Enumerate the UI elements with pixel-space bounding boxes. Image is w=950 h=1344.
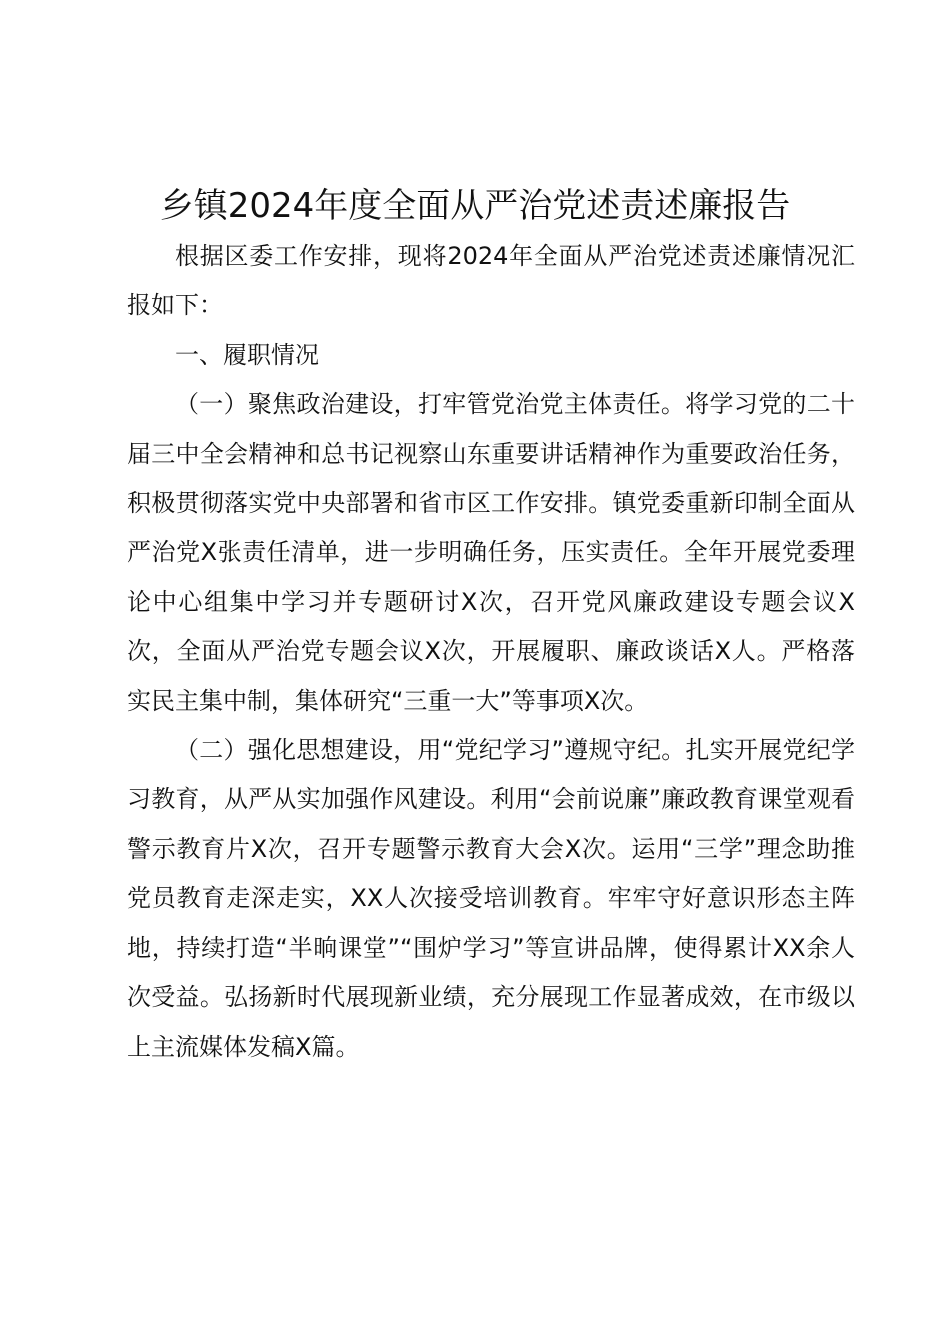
section-heading-duty: 一、履职情况 xyxy=(175,340,319,369)
paragraph-political-building: （一）聚焦政治建设，打牢管党治党主体责任。将学习党的二十届三中全会精神和总书记视察山东重要讲话精神作为重要政治任务，积极贯彻落实党中央部署和省市区工作安排。镇党委重新印制全面从严治党X张责任清单，进一步明确任务，压实责任。全年开展党委理论中心组集中学习并专题研讨X次，召开党风廉政建设专题会议X次，全面从严治党专题会议X次，开展履职、廉政谈话X人。严格落实民主集中制，集体研究“三重一大”等事项X次。 xyxy=(127,390,855,715)
document-body xyxy=(127,232,855,1072)
paragraph-ideological-building: （二）强化思想建设，用“党纪学习”遵规守纪。扎实开展党纪学习教育，从严从实加强作风建设。利用“会前说廉”廉政教育课堂观看警示教育片X次，召开专题警示教育大会X次。运用“三学”理念助推党员教育走深走实，XX人次接受培训教育。牢牢守好意识形态主阵地，持续打造“半晌课堂”“围炉学习”等宣讲品牌，使得累计XX余人次受益。弘扬新时代展现新业绩，充分展现工作显著成效，在市级以上主流媒体发稿X篇。 xyxy=(127,736,855,1061)
intro-paragraph: 根据区委工作安排，现将2024年全面从严治党述责述廉情况汇报如下： xyxy=(127,242,855,320)
document-title: 乡镇2024年度全面从严治党述责述廉报告 xyxy=(159,186,791,226)
